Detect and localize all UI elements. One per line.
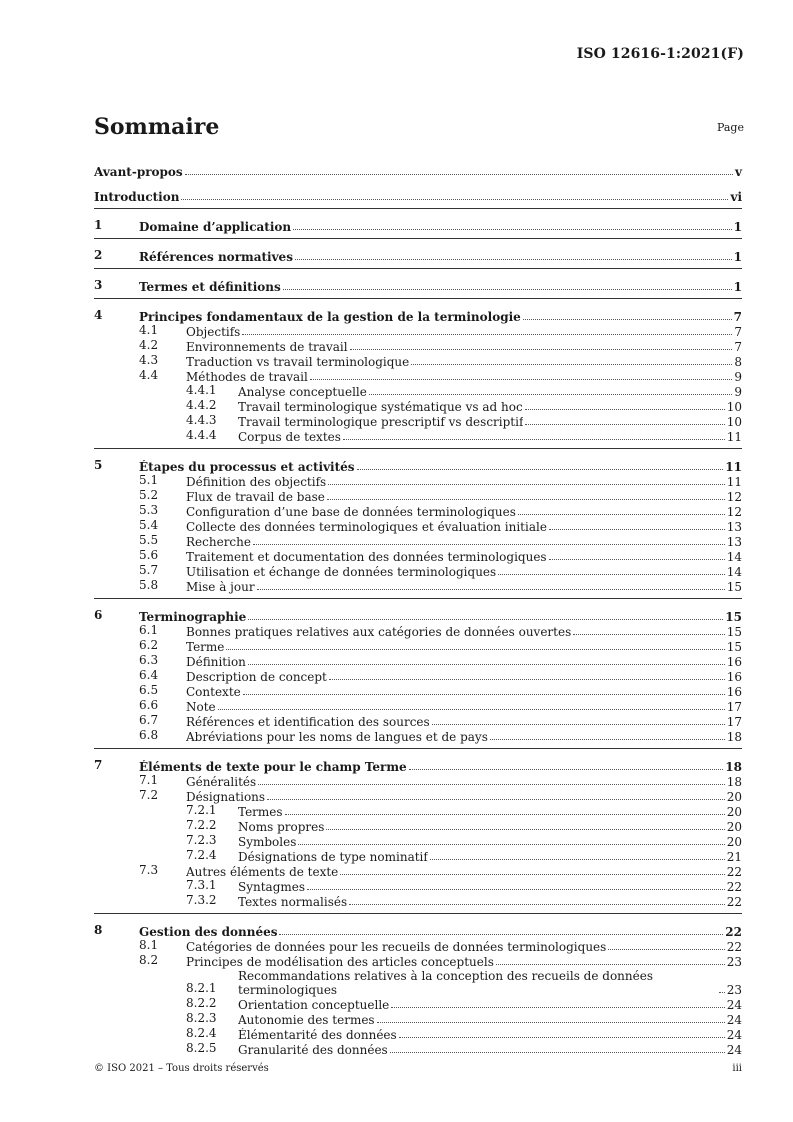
toc-entry[interactable] — [94, 519, 742, 534]
dot-leader — [490, 739, 725, 740]
toc-entry-number: 7.3 — [139, 863, 159, 877]
dot-leader — [432, 724, 725, 725]
dot-leader — [350, 349, 733, 350]
toc-entry-title: Mise à jour — [186, 580, 255, 594]
dot-leader — [549, 529, 725, 530]
toc-entry[interactable] — [94, 474, 742, 489]
toc-entry-page: 24 — [726, 1013, 742, 1027]
toc-entry[interactable] — [94, 1042, 742, 1057]
dot-leader — [525, 409, 725, 410]
toc-entry-title: Terme — [186, 640, 225, 654]
toc-entry[interactable] — [94, 939, 742, 954]
toc-entry[interactable] — [94, 179, 742, 204]
toc-entry-title: Principes fondamentaux de la gestion de la terminologie — [139, 310, 521, 324]
toc-entry-title: Analyse conceptuelle — [238, 385, 367, 399]
toc-entry-number: 6.4 — [139, 668, 159, 682]
copyright-notice: © ISO 2021 – Tous droits réservés — [94, 1063, 269, 1074]
toc-entry[interactable] — [94, 789, 742, 804]
toc-entry-page: 12 — [726, 505, 742, 519]
toc-entry-number: 5.8 — [139, 578, 159, 592]
toc-entry[interactable] — [94, 449, 742, 474]
toc-entry[interactable] — [94, 969, 742, 997]
toc-entry-number: 4.3 — [139, 353, 159, 367]
dot-leader — [390, 1052, 725, 1053]
toc-entry[interactable] — [94, 914, 742, 939]
dot-leader — [357, 469, 724, 470]
toc-entry-page: 17 — [726, 715, 742, 729]
toc-entry[interactable] — [94, 849, 742, 864]
toc-entry-title: Étapes du processus et activités — [139, 460, 355, 474]
toc-entry-title: Introduction — [94, 190, 180, 204]
toc-entry[interactable] — [94, 354, 742, 369]
toc-entry[interactable] — [94, 579, 742, 594]
toc-entry-page: 9 — [734, 385, 742, 399]
toc-entry-page: 24 — [726, 1043, 742, 1057]
toc-entry[interactable] — [94, 239, 742, 264]
dot-leader — [257, 589, 725, 590]
document-id: ISO 12616-1:2021(F) — [576, 46, 744, 62]
toc-entry-page: 7 — [734, 340, 742, 354]
toc-entry-number: 4.1 — [139, 323, 159, 337]
toc-entry-page: 23 — [726, 955, 742, 969]
toc-entry-page: 14 — [726, 550, 742, 564]
toc-entry[interactable] — [94, 489, 742, 504]
page-column-label: Page — [716, 121, 744, 134]
dot-leader — [279, 934, 723, 935]
dot-leader — [181, 199, 728, 200]
toc-entry[interactable] — [94, 564, 742, 579]
toc-entry-page: 20 — [726, 790, 742, 804]
toc-entry-title: Élémentarité des données — [238, 1028, 397, 1042]
toc-entry[interactable] — [94, 384, 742, 399]
toc-entry-page: vi — [730, 190, 742, 204]
dot-leader — [377, 1022, 725, 1023]
toc-entry[interactable] — [94, 324, 742, 339]
toc-entry-title: Terminographie — [139, 610, 247, 624]
dot-leader — [340, 874, 724, 875]
toc-entry[interactable] — [94, 834, 742, 849]
toc-entry-page: 11 — [725, 460, 742, 474]
toc-entry-number: 5.4 — [139, 518, 159, 532]
toc-entry[interactable] — [94, 749, 742, 774]
toc-entry-number: 4.4.3 — [186, 413, 217, 427]
toc-entry-number: 6.1 — [139, 623, 159, 637]
toc-entry-page: 22 — [726, 865, 742, 879]
toc-entry-page: 16 — [726, 670, 742, 684]
toc-entry-page: 18 — [726, 730, 742, 744]
dot-leader — [523, 319, 732, 320]
toc-entry-title: Utilisation et échange de données terminologiques — [186, 565, 497, 579]
toc-entry[interactable] — [94, 804, 742, 819]
toc-entry-title: Symboles — [238, 835, 297, 849]
dot-leader — [411, 364, 732, 365]
dot-leader — [719, 992, 725, 993]
toc-entry-number: 5.7 — [139, 563, 159, 577]
toc-entry-page: 11 — [726, 430, 742, 444]
toc-entry-number: 8.2.3 — [186, 1011, 217, 1025]
toc-entry-page: 15 — [725, 610, 742, 624]
dot-leader — [293, 229, 732, 230]
toc-entry-page: 15 — [726, 625, 742, 639]
toc-entry-page: v — [735, 165, 742, 179]
toc-entry-page: 17 — [726, 700, 742, 714]
toc-entry-title: Autonomie des termes — [238, 1013, 375, 1027]
toc-entry[interactable] — [94, 879, 742, 894]
toc-entry-number: 5.1 — [139, 473, 159, 487]
toc-entry-title: Traduction vs travail terminologique — [186, 355, 410, 369]
toc-entry[interactable] — [94, 997, 742, 1012]
toc-entry-number: 7.2.2 — [186, 818, 217, 832]
toc-entry-title: Traitement et documentation des données terminologiques — [186, 550, 547, 564]
toc-entry-page: 8 — [734, 355, 742, 369]
toc-entry-title: Références normatives — [139, 250, 293, 264]
toc-entry-title: Contexte — [186, 685, 241, 699]
dot-leader — [185, 174, 733, 175]
toc-entry-number: 6.7 — [139, 713, 159, 727]
toc-entry-title: Recherche — [186, 535, 251, 549]
toc-entry-title: Syntagmes — [238, 880, 306, 894]
toc-entry[interactable] — [94, 414, 742, 429]
toc-entry[interactable] — [94, 819, 742, 834]
toc-entry-page: 12 — [726, 490, 742, 504]
toc-entry-number: 6.5 — [139, 683, 159, 697]
dot-leader — [326, 829, 724, 830]
toc-entry-page: 13 — [726, 520, 742, 534]
toc-entry[interactable] — [94, 714, 742, 729]
toc-entry-page: 13 — [726, 535, 742, 549]
toc-entry-title: Gestion des données — [139, 925, 278, 939]
dot-leader — [298, 844, 724, 845]
toc-entry-number: 6.8 — [139, 728, 159, 742]
toc-entry-title: Collecte des données terminologiques et évaluation initiale — [186, 520, 547, 534]
toc-entry-number: 8.2.4 — [186, 1026, 217, 1040]
toc-entry-page: 1 — [733, 280, 742, 294]
toc-entry-page: 9 — [734, 370, 742, 384]
toc-entry-title: Termes — [238, 805, 283, 819]
toc-entry-number: 4.4.2 — [186, 398, 217, 412]
toc-entry-title: Orientation conceptuelle — [238, 998, 390, 1012]
toc-entry-page: 22 — [726, 880, 742, 894]
toc-entry[interactable] — [94, 699, 742, 714]
toc-entry[interactable] — [94, 1027, 742, 1042]
toc-entry-page: 10 — [726, 415, 742, 429]
dot-leader — [349, 904, 725, 905]
toc-entry-title: Noms propres — [238, 820, 325, 834]
toc-entry-title: Description de concept — [186, 670, 327, 684]
toc-entry-title: Généralités — [186, 775, 257, 789]
dot-leader — [328, 484, 725, 485]
toc-entry-title: Catégories de données pour les recueils de données terminologiques — [186, 940, 607, 954]
toc-entry-number: 4.4 — [139, 368, 159, 382]
toc-entry-page: 10 — [726, 400, 742, 414]
toc-entry-title: Note — [186, 700, 216, 714]
toc-entry-title: Bonnes pratiques relatives aux catégories de données ouvertes — [186, 625, 572, 639]
toc-entry-number: 8.2 — [139, 953, 159, 967]
toc-entry-page: 18 — [726, 775, 742, 789]
toc-entry-page: 16 — [726, 685, 742, 699]
toc-entry-number: 8 — [94, 923, 103, 937]
toc-entry-title: Objectifs — [186, 325, 241, 339]
toc-entry-title: Définition — [186, 655, 246, 669]
toc-entry[interactable] — [94, 669, 742, 684]
toc-entry[interactable] — [94, 624, 742, 639]
toc-entry-number: 4.4.1 — [186, 383, 217, 397]
toc-entry-page: 15 — [726, 640, 742, 654]
toc-entry[interactable] — [94, 369, 742, 384]
toc-entry-page: 16 — [726, 655, 742, 669]
dot-leader — [391, 1007, 724, 1008]
toc-entry-title: Corpus de textes — [238, 430, 341, 444]
toc-entry-page: 22 — [725, 925, 742, 939]
toc-entry-title: Granularité des données — [238, 1043, 388, 1057]
toc-entry[interactable] — [94, 299, 742, 324]
toc-entry-page: 22 — [726, 895, 742, 909]
dot-leader — [267, 799, 725, 800]
toc-entry-number: 5.6 — [139, 548, 159, 562]
toc-entry-page: 15 — [726, 580, 742, 594]
toc-entry-title: Méthodes de travail — [186, 370, 308, 384]
dot-leader — [498, 574, 725, 575]
dot-leader — [285, 814, 725, 815]
toc-entry-title: Principes de modélisation des articles conceptuels — [186, 955, 494, 969]
toc-entry-page: 7 — [734, 325, 742, 339]
toc-entry[interactable] — [94, 534, 742, 549]
page-title: Sommaire — [94, 114, 220, 140]
toc-entry[interactable] — [94, 429, 742, 444]
toc-entry-title: Recommandations relatives à la conception des recueils de données terminologiques — [238, 969, 653, 997]
dot-leader — [226, 649, 724, 650]
toc-entry[interactable] — [94, 549, 742, 564]
toc-entry-title: Désignations — [186, 790, 266, 804]
toc-entry-number: 6.6 — [139, 698, 159, 712]
toc-entry-page: 11 — [726, 475, 742, 489]
toc-entry[interactable] — [94, 654, 742, 669]
dot-leader — [242, 334, 732, 335]
toc-entry-title: Abréviations pour les noms de langues et de pays — [186, 730, 488, 744]
toc-entry-number: 4 — [94, 308, 103, 322]
toc-entry-title: Textes normalisés — [238, 895, 348, 909]
dot-leader — [258, 784, 725, 785]
dot-leader — [329, 679, 725, 680]
toc-entry-page: 21 — [726, 850, 742, 864]
toc-entry-title: Autres éléments de texte — [186, 865, 339, 879]
toc-entry[interactable] — [94, 639, 742, 654]
toc-entry-title: Éléments de texte pour le champ Terme — [139, 760, 407, 774]
toc-entry[interactable] — [94, 209, 742, 234]
toc-entry-number: 7.2.1 — [186, 803, 217, 817]
toc-entry[interactable] — [94, 894, 742, 909]
toc-entry[interactable] — [94, 729, 742, 744]
toc-entry[interactable] — [94, 504, 742, 519]
toc-entry-title: Désignations de type nominatif — [238, 850, 428, 864]
toc-entry-page: 7 — [733, 310, 742, 324]
dot-leader — [369, 394, 733, 395]
dot-leader — [327, 499, 725, 500]
toc-entry-page: 20 — [726, 820, 742, 834]
toc-entry-number: 8.1 — [139, 938, 159, 952]
dot-leader — [248, 664, 725, 665]
footer-page-number: iii — [732, 1063, 742, 1074]
toc-entry[interactable] — [94, 599, 742, 624]
toc-entry[interactable] — [94, 774, 742, 789]
toc-entry-page: 14 — [726, 565, 742, 579]
dot-leader — [283, 289, 732, 290]
dot-leader — [496, 964, 725, 965]
toc-entry-title: Termes et définitions — [139, 280, 281, 294]
toc-entry-title: Configuration d’une base de données terminologiques — [186, 505, 516, 519]
toc-entry-number: 7.2 — [139, 788, 159, 802]
toc-entry-number: 7.2.3 — [186, 833, 217, 847]
dot-leader — [307, 889, 725, 890]
toc-entry-page: 18 — [725, 760, 742, 774]
toc-entry-number: 5.3 — [139, 503, 159, 517]
toc-entry-number: 7.3.1 — [186, 878, 217, 892]
toc-entry-number: 8.2.2 — [186, 996, 217, 1010]
toc-entry[interactable] — [94, 399, 742, 414]
toc-entry-page: 24 — [726, 998, 742, 1012]
table-of-contents — [94, 154, 742, 1057]
toc-entry-page: 20 — [726, 835, 742, 849]
toc-entry[interactable] — [94, 1012, 742, 1027]
toc-entry[interactable] — [94, 269, 742, 294]
toc-entry-title: Avant-propos — [94, 165, 183, 179]
toc-entry-number: 5 — [94, 458, 103, 472]
dot-leader — [253, 544, 725, 545]
toc-entry-page: 23 — [726, 983, 742, 997]
toc-entry-number: 7.1 — [139, 773, 159, 787]
toc-entry-number: 6.2 — [139, 638, 159, 652]
dot-leader — [343, 439, 725, 440]
toc-entry-number: 5.5 — [139, 533, 159, 547]
toc-entry-number: 3 — [94, 278, 103, 292]
toc-entry-number: 8.2.1 — [186, 981, 217, 995]
toc-entry-number: 2 — [94, 248, 103, 262]
toc-entry-title: Domaine d’application — [139, 220, 292, 234]
toc-entry-number: 7.2.4 — [186, 848, 217, 862]
dot-leader — [218, 709, 725, 710]
toc-entry[interactable] — [94, 954, 742, 969]
toc-entry-title: Références et identification des sources — [186, 715, 430, 729]
toc-entry-title: Flux de travail de base — [186, 490, 325, 504]
dot-leader — [295, 259, 732, 260]
toc-entry-number: 7 — [94, 758, 103, 772]
toc-entry-title: Définition des objectifs — [186, 475, 327, 489]
dot-leader — [243, 694, 725, 695]
toc-entry-number: 7.3.2 — [186, 893, 217, 907]
toc-entry-title: Environnements de travail — [186, 340, 348, 354]
dot-leader — [573, 634, 724, 635]
toc-entry-page: 20 — [726, 805, 742, 819]
dot-leader — [248, 619, 723, 620]
dot-leader — [608, 949, 724, 950]
toc-entry-title: Travail terminologique prescriptif vs descriptif — [238, 415, 524, 429]
dot-leader — [310, 379, 733, 380]
dot-leader — [525, 424, 724, 425]
toc-entry-page: 22 — [726, 940, 742, 954]
dot-leader — [430, 859, 725, 860]
dot-leader — [409, 769, 724, 770]
dot-leader — [549, 559, 725, 560]
toc-entry-number: 8.2.5 — [186, 1041, 217, 1055]
toc-entry-page: 1 — [733, 220, 742, 234]
dot-leader — [518, 514, 725, 515]
dot-leader — [399, 1037, 725, 1038]
toc-entry-title: Travail terminologique systématique vs ad hoc — [238, 400, 523, 414]
toc-entry[interactable] — [94, 864, 742, 879]
toc-entry[interactable] — [94, 154, 742, 179]
toc-entry-page: 1 — [733, 250, 742, 264]
toc-entry-number: 1 — [94, 218, 103, 232]
toc-entry[interactable] — [94, 339, 742, 354]
toc-entry-number: 4.4.4 — [186, 428, 217, 442]
toc-entry-page: 24 — [726, 1028, 742, 1042]
toc-entry-number: 4.2 — [139, 338, 159, 352]
toc-entry[interactable] — [94, 684, 742, 699]
toc-entry-number: 6.3 — [139, 653, 159, 667]
toc-entry-number: 5.2 — [139, 488, 159, 502]
toc-entry-number: 6 — [94, 608, 103, 622]
